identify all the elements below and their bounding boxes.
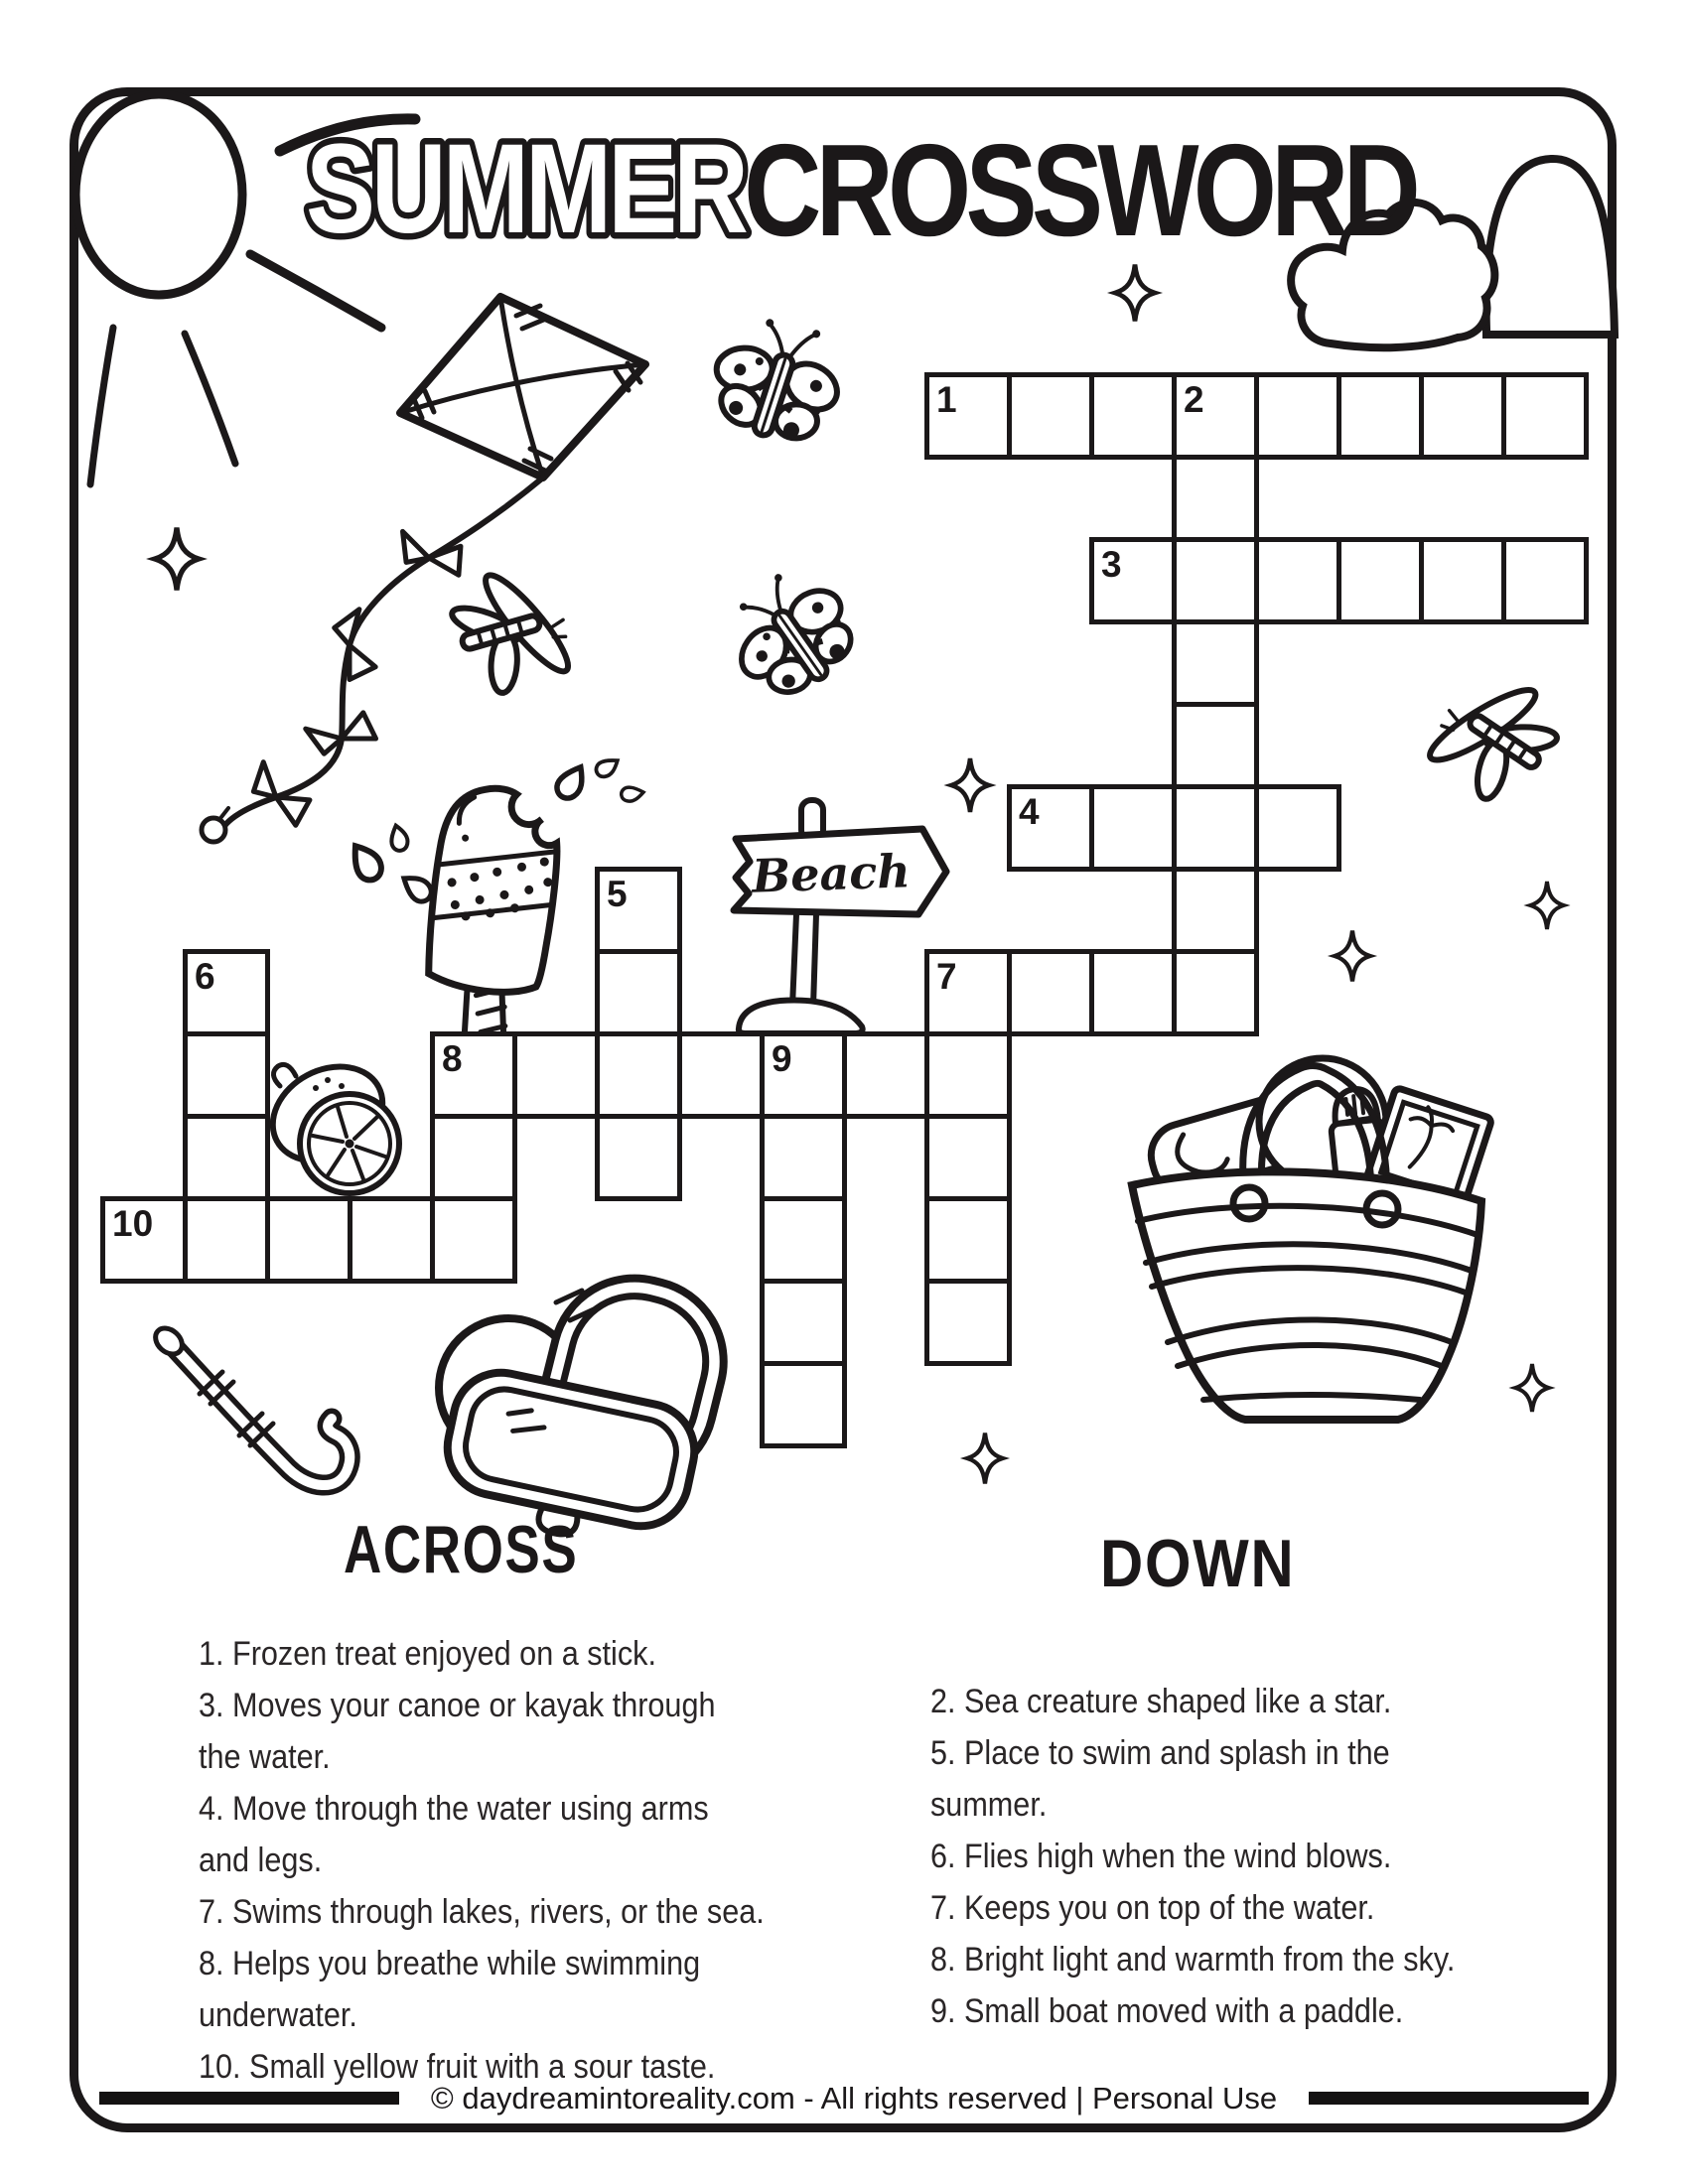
down-heading: DOWN xyxy=(1100,1526,1296,1601)
footer-rule-right xyxy=(1309,2092,1589,2105)
clue: 7. Keeps you on top of the water. xyxy=(930,1889,1375,1927)
clue: 8. Helps you breathe while swimming underwater. xyxy=(199,1945,701,2034)
title-word-crossword: CROSSWORD xyxy=(744,117,1416,264)
across-heading: ACROSS xyxy=(344,1512,579,1587)
grid-cell xyxy=(760,1196,847,1284)
page-title xyxy=(288,117,1479,286)
grid-cell xyxy=(265,1196,352,1284)
grid-cell xyxy=(1089,372,1177,460)
beach-sign-icon xyxy=(734,800,946,1033)
grid-cell xyxy=(430,1031,517,1119)
cell-number: 6 xyxy=(195,956,215,997)
across-clue-list xyxy=(199,1628,765,2093)
clue: 1. Frozen treat enjoyed on a stick. xyxy=(199,1635,656,1673)
clue: 2. Sea creature shaped like a star. xyxy=(930,1683,1392,1720)
kite-icon xyxy=(202,297,645,842)
grid-cell xyxy=(1419,372,1506,460)
grid-cell xyxy=(512,1031,600,1119)
grid-cell xyxy=(1172,702,1259,789)
grid-cell xyxy=(1254,372,1341,460)
cell-number: 3 xyxy=(1101,544,1122,585)
down-clue-list xyxy=(930,1676,1455,2037)
grid-cell xyxy=(924,1114,1012,1201)
grid-cell xyxy=(1007,949,1094,1036)
grid-cell xyxy=(1007,784,1094,872)
beach-bag-icon xyxy=(1132,1058,1492,1420)
cell-number: 1 xyxy=(936,379,957,420)
grid-cell xyxy=(1254,784,1341,872)
grid-cell xyxy=(924,1279,1012,1366)
grid-cell xyxy=(1172,455,1259,542)
lemon-icon xyxy=(256,1048,399,1193)
cell-number: 4 xyxy=(1019,791,1040,832)
grid-cell xyxy=(1172,619,1259,707)
footer-rule-left xyxy=(99,2092,399,2105)
cell-number: 2 xyxy=(1184,379,1204,420)
grid-cell xyxy=(842,1031,929,1119)
cell-number: 8 xyxy=(442,1038,463,1079)
grid-cell xyxy=(924,1031,1012,1119)
title-word-summer: SUMMER xyxy=(306,117,745,260)
grid-cell xyxy=(595,867,682,954)
snorkel-icon xyxy=(150,1323,350,1485)
grid-cell xyxy=(924,949,1012,1036)
cell-number: 10 xyxy=(112,1203,154,1244)
grid-cell xyxy=(677,1031,765,1119)
footer-copyright: © daydreamintoreality.com - All rights reserved | Personal Use xyxy=(430,2081,1278,2116)
grid-cell xyxy=(1089,949,1177,1036)
clue: 4. Move through the water using arms and legs. xyxy=(199,1790,709,1879)
grid-cell xyxy=(595,1031,682,1119)
clue: 5. Place to swim and splash in the summer. xyxy=(930,1734,1390,1824)
grid-cell xyxy=(924,372,1012,460)
clue: 6. Flies high when the wind blows. xyxy=(930,1838,1392,1875)
grid-cell xyxy=(1172,537,1259,624)
butterfly-icon xyxy=(694,302,875,717)
grid-cell xyxy=(1172,784,1259,872)
popsicle-icon xyxy=(414,782,565,1064)
clue: 8. Bright light and warmth from the sky. xyxy=(930,1941,1456,1979)
grid-cell xyxy=(1007,372,1094,460)
grid-cell xyxy=(1336,537,1424,624)
cell-number: 5 xyxy=(607,874,628,914)
grid-cell xyxy=(760,1031,847,1119)
grid-cell xyxy=(1254,537,1341,624)
grid-cell xyxy=(1089,784,1177,872)
grid-cell xyxy=(1172,372,1259,460)
grid-cell xyxy=(595,1114,682,1201)
grid-cell xyxy=(430,1114,517,1201)
cell-number: 9 xyxy=(772,1038,792,1079)
grid-cell xyxy=(348,1196,435,1284)
grid-cell xyxy=(1501,372,1589,460)
clue: 9. Small boat moved with a paddle. xyxy=(930,1992,1404,2030)
grid-cell xyxy=(100,1196,188,1284)
grid-cell xyxy=(1089,537,1177,624)
cell-number: 7 xyxy=(936,956,957,997)
grid-cell xyxy=(183,1031,270,1119)
grid-cell xyxy=(1419,537,1506,624)
clue: 3. Moves your canoe or kayak through the water. xyxy=(199,1687,716,1776)
grid-cell xyxy=(1501,537,1589,624)
grid-cell xyxy=(1172,867,1259,954)
clue: 7. Swims through lakes, rivers, or the sea. xyxy=(199,1893,765,1931)
grid-cell xyxy=(183,949,270,1036)
grid-cell xyxy=(760,1361,847,1448)
grid-cell xyxy=(760,1114,847,1201)
grid-cell xyxy=(183,1114,270,1201)
grid-cell xyxy=(760,1279,847,1366)
grid-cell xyxy=(1172,949,1259,1036)
beach-sign-label: Beach xyxy=(751,844,912,903)
grid-cell xyxy=(924,1196,1012,1284)
clue: 10. Small yellow fruit with a sour taste. xyxy=(199,2048,716,2086)
grid-cell xyxy=(430,1196,517,1284)
grid-cell xyxy=(595,949,682,1036)
grid-cell xyxy=(183,1196,270,1284)
grid-cell xyxy=(1336,372,1424,460)
